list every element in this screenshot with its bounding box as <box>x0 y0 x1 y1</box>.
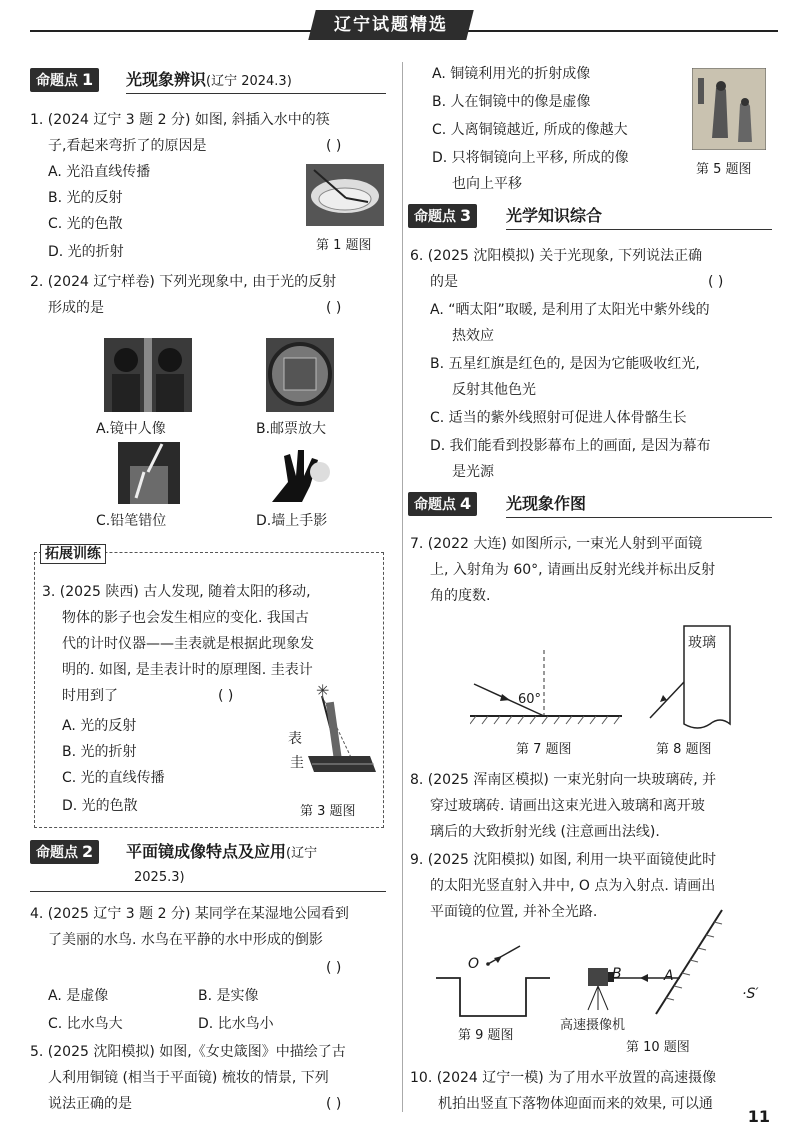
q2-answer-paren: ( ) <box>326 300 342 316</box>
q10-point-a: A <box>664 968 674 984</box>
mirror-image-photo <box>104 338 192 412</box>
q5-line3: 说法正确的是 <box>48 1096 132 1112</box>
q6-option-a: A. “晒太阳”取暖, 是利用了太阳光中紫外线的 <box>430 302 710 318</box>
q1-caption: 第 1 题图 <box>316 238 372 253</box>
q4-option-b: B. 是实像 <box>198 988 259 1004</box>
section-tag: 命题点 2 <box>30 840 99 864</box>
q3-line1: 3. (2025 陕西) 古人发现, 随着太阳的移动, <box>42 584 311 600</box>
q3-option-c: C. 光的直线传播 <box>62 770 165 786</box>
q6-option-b-cont: 反射其他色光 <box>452 382 536 398</box>
q3-option-b: B. 光的折射 <box>62 744 137 760</box>
q1-option-b: B. 光的反射 <box>48 190 123 206</box>
q1-option-d: D. 光的折射 <box>48 244 124 260</box>
q3-label-gui: 圭 <box>290 755 304 771</box>
section-title: 光学知识综合 <box>506 206 603 225</box>
header-banner <box>308 10 473 40</box>
q4-option-c: C. 比水鸟大 <box>48 1016 123 1032</box>
svg-text:✳: ✳ <box>316 682 330 700</box>
section-3-heading <box>408 204 772 230</box>
q5-option-d: D. 只将铜镜向上平移, 所成的像 <box>432 150 629 166</box>
q7-line2: 上, 入射角为 60°, 请画出反射光线并标出反射 <box>430 562 716 578</box>
q5-line1: 5. (2025 沈阳模拟) 如图,《女史箴图》中描绘了古 <box>30 1044 346 1060</box>
q9-well-diagram <box>436 942 550 1018</box>
q10-camera-diagram <box>580 906 730 1016</box>
q4-answer-paren: ( ) <box>326 960 342 976</box>
q5-option-c: C. 人离铜镜越近, 所成的像越大 <box>432 122 628 138</box>
page-title: 辽宁试题精选 <box>334 15 448 35</box>
q8-line2: 穿过玻璃砖. 请画出这束光进入玻璃和离开玻 <box>430 798 705 814</box>
q3-caption: 第 3 题图 <box>300 804 356 819</box>
section-1-heading <box>30 68 386 94</box>
q6-option-d-cont: 是光源 <box>452 464 494 480</box>
q9-caption: 第 9 题图 <box>458 1028 514 1043</box>
q10-point-b: B <box>612 966 622 982</box>
page-number: 11 <box>747 1107 770 1126</box>
q5-option-d-cont: 也向上平移 <box>452 176 522 192</box>
q1-option-a: A. 光沿直线传播 <box>48 164 151 180</box>
q6-line2: 的是 <box>430 274 458 290</box>
q3-option-a: A. 光的反射 <box>62 718 137 734</box>
chopsticks-in-water-photo <box>306 164 384 226</box>
nushi-zhen-painting <box>692 68 766 150</box>
q7-line1: 7. (2022 大连) 如图所示, 一束光人射到平面镜 <box>410 536 703 552</box>
q4-line1: 4. (2025 辽宁 3 题 2 分) 某同学在某湿地公园看到 <box>30 906 349 922</box>
q10-line2: 机拍出竖直下落物体迎面而来的效果, 可以通 <box>438 1096 713 1112</box>
q7-mirror-diagram <box>470 650 630 726</box>
q8-line1: 8. (2025 浑南区模拟) 一束光射向一块玻璃砖, 并 <box>410 772 717 788</box>
q10-caption: 第 10 题图 <box>626 1040 690 1055</box>
q3-line2: 物体的影子也会发生相应的变化. 我国古 <box>62 610 309 626</box>
q4-option-a: A. 是虚像 <box>48 988 109 1004</box>
section-tag: 命题点 3 <box>408 204 477 228</box>
q9-line2: 的太阳光竖直射入井中, O 点为入射点. 请画出 <box>430 878 716 894</box>
extension-label: 拓展训练 <box>40 544 106 564</box>
q2-option-a: A.镜中人像 <box>96 421 166 437</box>
q6-option-d: D. 我们能看到投影幕布上的画面, 是因为幕布 <box>430 438 711 454</box>
q4-line2: 了美丽的水鸟. 水鸟在平静的水中形成的倒影 <box>48 932 323 948</box>
q7-line3: 角的度数. <box>430 588 491 604</box>
q5-line2: 人利用铜镜 (相当于平面镜) 梳妆的情景, 下列 <box>48 1070 329 1086</box>
q1-answer-paren: ( ) <box>326 138 342 154</box>
q1-line1: 1. (2024 辽宁 3 题 2 分) 如图, 斜插入水中的筷 <box>30 112 330 128</box>
section-title: 光现象作图 <box>506 494 587 513</box>
section-tag: 命题点 4 <box>408 492 477 516</box>
q2-option-c: C.铅笔错位 <box>96 513 167 529</box>
q6-line1: 6. (2025 沈阳模拟) 关于光现象, 下列说法正确 <box>410 248 703 264</box>
section-title: 平面镜成像特点及应用(辽宁 <box>126 842 318 861</box>
q8-glass-label: 玻璃 <box>688 635 716 651</box>
pencil-in-water-photo <box>118 442 180 504</box>
section-2-source-cont: 2025.3) <box>134 870 185 885</box>
q4-option-d: D. 比水鸟小 <box>198 1016 274 1032</box>
q3-line5: 时用到了 <box>62 688 118 704</box>
q2-line1: 2. (2024 辽宁样卷) 下列光现象中, 由于光的反射 <box>30 274 337 290</box>
q7-caption: 第 7 题图 <box>516 742 572 757</box>
q1-line2: 子,看起来弯折了的原因是 <box>48 138 207 154</box>
q2-line2: 形成的是 <box>48 300 104 316</box>
q8-caption: 第 8 题图 <box>656 742 712 757</box>
q9-line1: 9. (2025 沈阳模拟) 如图, 利用一块平面镜使此时 <box>410 852 717 868</box>
q5-option-a: A. 铜镜利用光的折射成像 <box>432 66 591 82</box>
q5-option-b: B. 人在铜镜中的像是虚像 <box>432 94 591 110</box>
q3-option-d: D. 光的色散 <box>62 798 138 814</box>
q5-caption: 第 5 题图 <box>696 162 752 177</box>
q2-option-d: D.墙上手影 <box>256 513 328 529</box>
q9-point-o: O <box>468 956 480 972</box>
q3-line4: 明的. 如图, 是圭表计时的原理图. 圭表计 <box>62 662 313 678</box>
q6-option-c: C. 适当的紫外线照射可促进人体骨骼生长 <box>430 410 687 426</box>
q9-line3: 平面镜的位置, 并补全光路. <box>430 904 598 920</box>
section-title: 光现象辨识(辽宁 2024.3) <box>126 70 292 89</box>
q3-label-biao: 表 <box>288 731 302 747</box>
q5-answer-paren: ( ) <box>326 1096 342 1112</box>
q3-answer-paren: ( ) <box>218 688 234 704</box>
section-tag: 命题点 1 <box>30 68 99 92</box>
q10-line1: 10. (2024 辽宁一模) 为了用水平放置的高速摄像 <box>410 1070 717 1086</box>
q6-option-a-cont: 热效应 <box>452 328 494 344</box>
hand-shadow-photo <box>262 442 332 504</box>
q6-answer-paren: ( ) <box>708 274 724 290</box>
q10-point-s: ·S′ <box>742 986 759 1002</box>
section-4-heading <box>408 492 772 518</box>
q2-option-b: B.邮票放大 <box>256 421 327 437</box>
q6-option-b: B. 五星红旗是红色的, 是因为它能吸收红光, <box>430 356 700 372</box>
column-divider <box>402 62 403 1112</box>
magnified-stamp-photo <box>266 338 334 412</box>
section-2-heading <box>30 840 386 866</box>
q8-line3: 璃后的大致折射光线 (注意画出法线). <box>430 824 660 840</box>
q1-option-c: C. 光的色散 <box>48 216 123 232</box>
q3-line3: 代的计时仪器——圭表就是根据此现象发 <box>62 636 314 652</box>
q10-camera-label: 高速摄像机 <box>560 1018 626 1033</box>
q7-angle-label: 60° <box>518 692 542 707</box>
